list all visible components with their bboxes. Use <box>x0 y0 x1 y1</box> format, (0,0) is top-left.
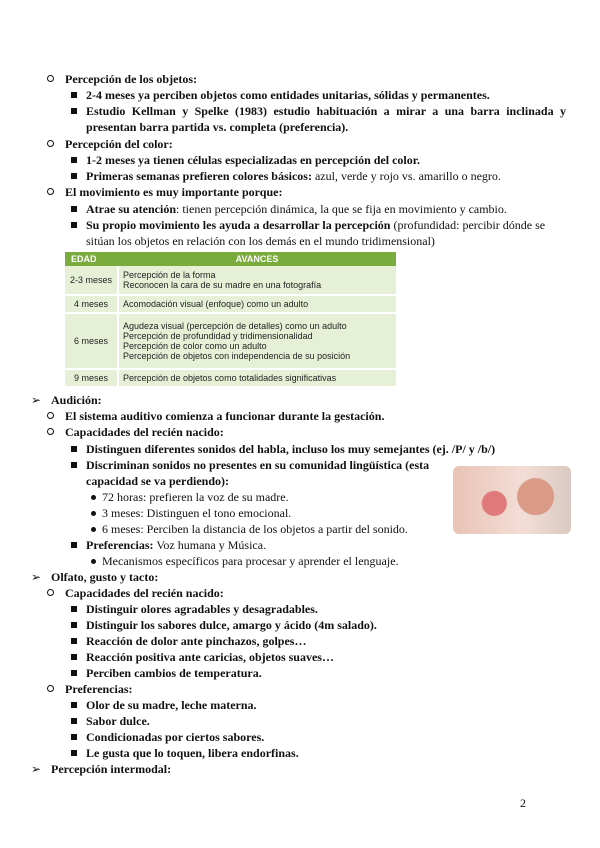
olfato-capacidades: Capacidades del recién nacido: <box>65 586 224 600</box>
olfato-heading: Olfato, gusto y tacto: <box>51 570 159 584</box>
table-cell-advances: Agudeza visual (percepción de detalles) como un adulto Percepción de profundidad y tridimensionalidad Percepción de color como un adulto Percepción de objetos con independencia de su posición <box>118 313 396 369</box>
square-bullet-icon <box>71 714 77 728</box>
table-row <box>65 313 396 369</box>
table-cell-advances: Percepción de la forma Reconocen la cara de su madre en una fotografía <box>118 266 396 295</box>
square-bullet-icon <box>71 458 77 472</box>
olfato-cap-1: Distinguir olores agradables y desagradables. <box>86 602 318 616</box>
arrow-bullet-icon: ➢ <box>31 570 42 584</box>
olfato-pref-2: Sabor dulce. <box>86 714 150 728</box>
color-item-2: Primeras semanas prefieren colores básicos: azul, verde y rojo vs. amarillo o negro. <box>86 169 501 183</box>
movement-item-2-cont: sitúan los objetos en relación con los demás en el mundo tridimensional) <box>86 234 435 248</box>
olfato-preferencias: Preferencias: <box>65 682 133 696</box>
square-bullet-icon <box>71 666 77 680</box>
movement-heading: El movimiento es muy importante porque: <box>65 185 283 199</box>
table-header-age: EDAD <box>65 252 118 266</box>
square-bullet-icon <box>71 602 77 616</box>
objects-item-2-cont: presentan barra partida vs. completa (preferencia). <box>86 120 349 134</box>
circle-bullet-icon <box>47 682 54 696</box>
color-heading: Percepción del color: <box>65 137 173 151</box>
audicion-preferencias: Preferencias: Voz humana y Música. <box>86 538 267 552</box>
circle-bullet-icon <box>47 586 54 600</box>
audicion-cap-2-cont: capacidad se va perdiendo): <box>86 474 230 488</box>
baby-ear-photo <box>453 466 571 534</box>
circle-bullet-icon <box>47 137 54 151</box>
circle-bullet-icon <box>47 425 54 439</box>
arrow-bullet-icon: ➢ <box>31 393 42 407</box>
dot-bullet-icon <box>91 522 96 536</box>
square-bullet-icon <box>71 746 77 760</box>
olfato-cap-5: Perciben cambios de temperatura. <box>86 666 262 680</box>
square-bullet-icon <box>71 650 77 664</box>
square-bullet-icon <box>71 153 77 167</box>
objects-heading: Percepción de los objetos: <box>65 72 198 86</box>
audicion-heading: Audición: <box>51 393 102 407</box>
olfato-pref-3: Condicionadas por ciertos sabores. <box>86 730 265 744</box>
audicion-dot-3: 6 meses: Perciben la distancia de los objetos a partir del sonido. <box>102 522 408 536</box>
dot-bullet-icon <box>91 506 96 520</box>
square-bullet-icon <box>71 218 77 232</box>
circle-bullet-icon <box>47 72 54 86</box>
square-bullet-icon <box>71 634 77 648</box>
movement-item-1: Atrae su atención: tienen percepción dinámica, la que se fija en movimiento y cambio. <box>86 202 507 216</box>
olfato-cap-4: Reacción positiva ante caricias, objetos suaves… <box>86 650 334 664</box>
table-cell-age: 2-3 meses <box>65 266 118 295</box>
circle-bullet-icon <box>47 409 54 423</box>
table-header-advances: AVANCES <box>118 252 396 266</box>
olfato-pref-4: Le gusta que lo toquen, libera endorfinas. <box>86 746 299 760</box>
audicion-pref-dot: Mecanismos específicos para procesar y aprender el lenguaje. <box>102 554 399 568</box>
color-item-1: 1-2 meses ya tienen células especializadas en percepción del color. <box>86 153 420 167</box>
dot-bullet-icon <box>91 490 96 504</box>
table-cell-advances: Percepción de objetos como totalidades significativas <box>118 369 396 387</box>
arrow-bullet-icon: ➢ <box>31 762 42 776</box>
square-bullet-icon <box>71 104 77 118</box>
square-bullet-icon <box>71 442 77 456</box>
table-cell-age: 6 meses <box>65 313 118 369</box>
square-bullet-icon <box>71 88 77 102</box>
square-bullet-icon <box>71 730 77 744</box>
table-row <box>65 266 396 295</box>
movement-item-2: Su propio movimiento les ayuda a desarrollar la percepción (profundidad: percibir dónde se <box>86 218 546 232</box>
intermodal-heading: Percepción intermodal: <box>51 762 172 776</box>
olfato-cap-2: Distinguir los sabores dulce, amargo y ácido (4m salado). <box>86 618 377 632</box>
objects-item-2: Estudio Kellman y Spelke (1983) estudio habituación a mirar a una barra inclinada y <box>86 104 566 118</box>
square-bullet-icon <box>71 169 77 183</box>
circle-bullet-icon <box>47 185 54 199</box>
table-row <box>65 295 396 313</box>
square-bullet-icon <box>71 202 77 216</box>
dot-bullet-icon <box>91 554 96 568</box>
audicion-cap-2: Discriminan sonidos no presentes en su comunidad lingüística (esta <box>86 458 430 472</box>
square-bullet-icon <box>71 538 77 552</box>
audicion-capacidades: Capacidades del recién nacido: <box>65 425 224 439</box>
table-row <box>65 369 396 387</box>
audicion-dot-1: 72 horas: prefieren la voz de su madre. <box>102 490 289 504</box>
audicion-item-1: El sistema auditivo comienza a funcionar durante la gestación. <box>65 409 385 423</box>
table-cell-advances: Acomodación visual (enfoque) como un adulto <box>118 295 396 313</box>
table-cell-age: 4 meses <box>65 295 118 313</box>
table-cell-age: 9 meses <box>65 369 118 387</box>
objects-item-1: 2-4 meses ya perciben objetos como entidades unitarias, sólidas y permanentes. <box>86 88 490 102</box>
square-bullet-icon <box>71 698 77 712</box>
olfato-cap-3: Reacción de dolor ante pinchazos, golpes… <box>86 634 307 648</box>
audicion-dot-2: 3 meses: Distinguen el tono emocional. <box>102 506 292 520</box>
olfato-pref-1: Olor de su madre, leche materna. <box>86 698 257 712</box>
vision-milestones-table <box>65 252 396 388</box>
square-bullet-icon <box>71 618 77 632</box>
audicion-cap-1: Distinguen diferentes sonidos del habla, incluso los muy semejantes (ej. /P/ y /b/) <box>86 442 496 456</box>
page-number: 2 <box>520 796 526 810</box>
